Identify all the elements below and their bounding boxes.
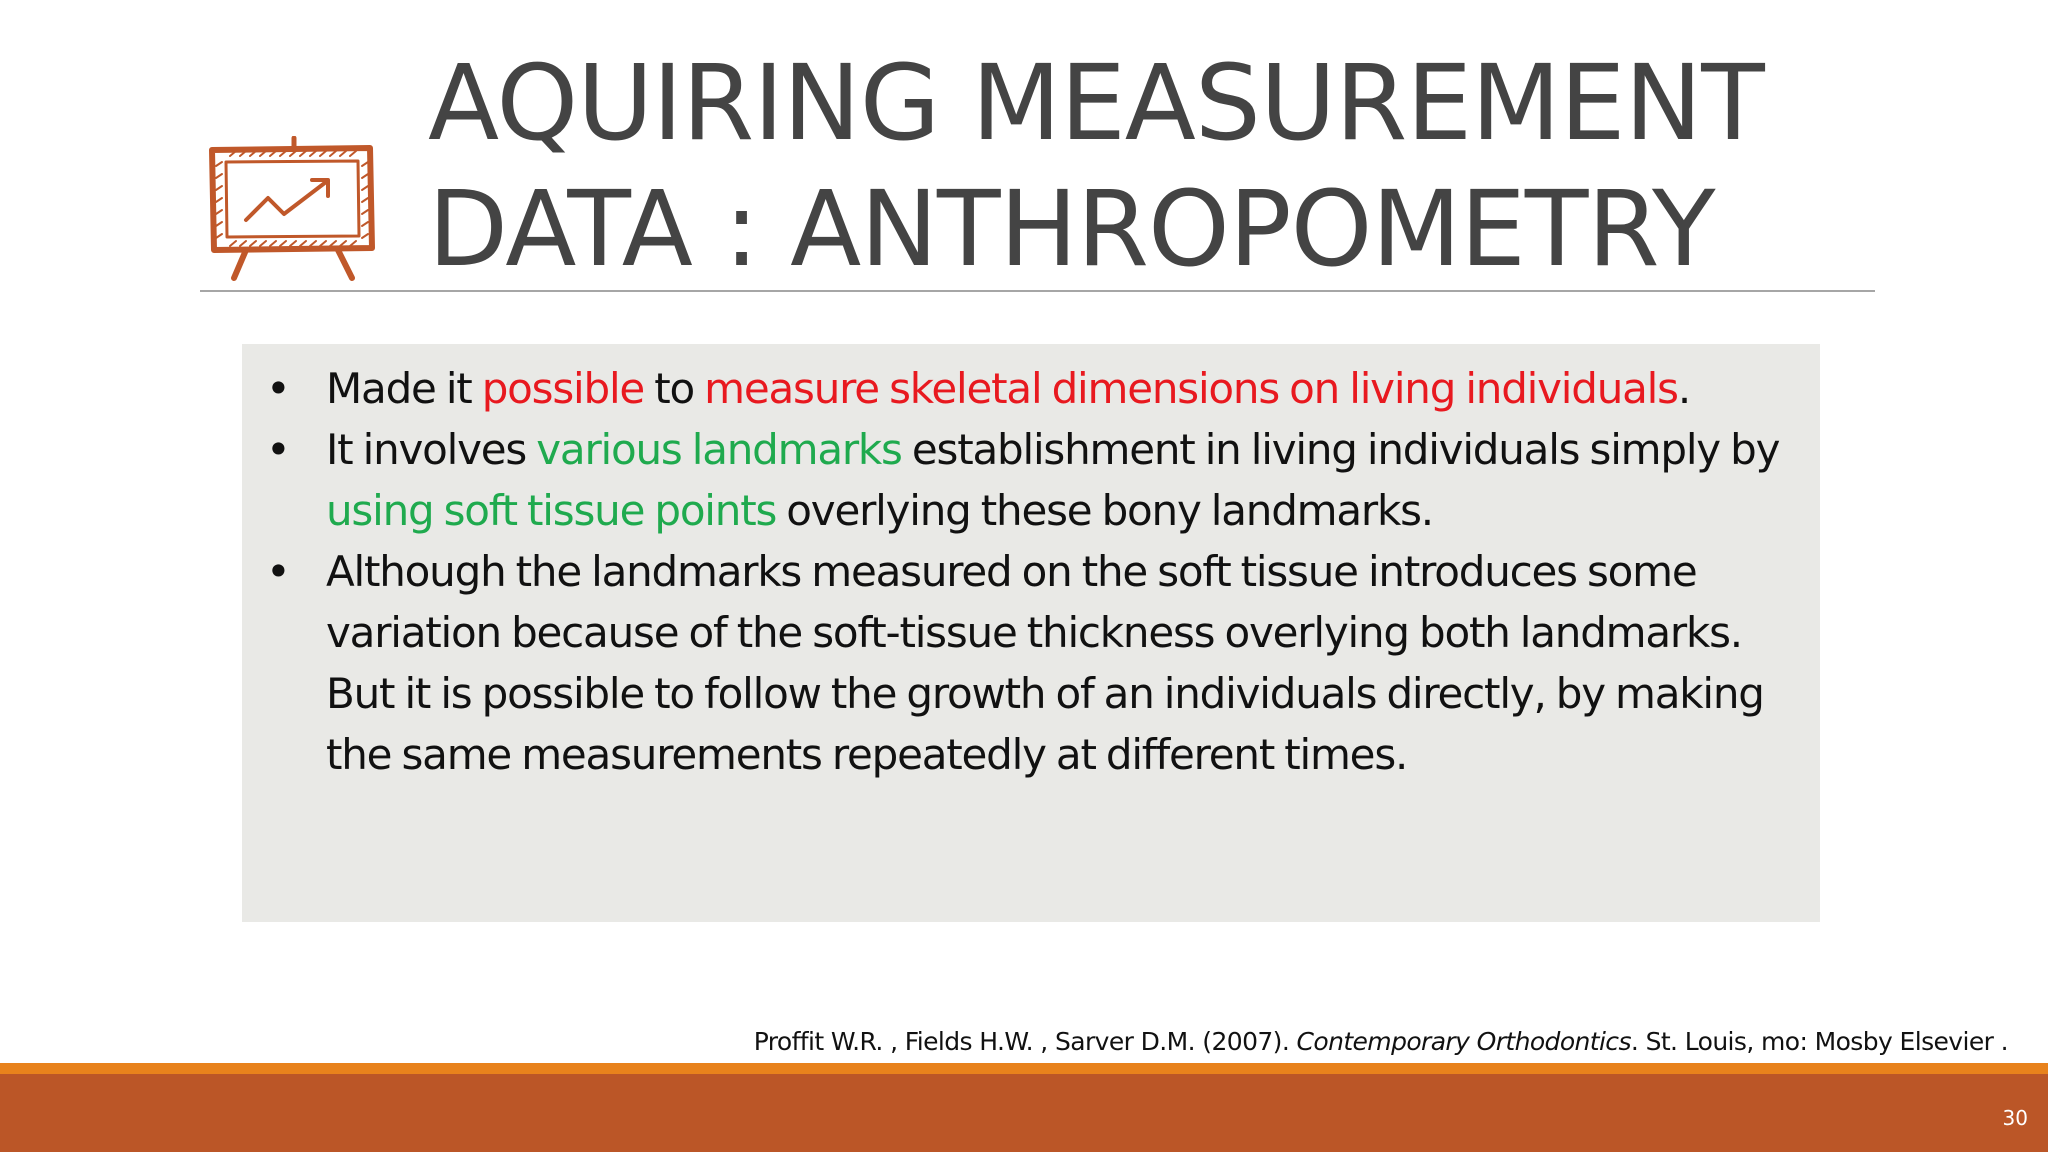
citation-publisher: . St. Louis, mo: Mosby Elsevier . <box>1630 1027 2008 1056</box>
footer-stripe <box>0 1063 2048 1074</box>
highlight-text: using soft tissue points <box>326 486 777 535</box>
citation-authors: Proffit W.R. , Fields H.W. , Sarver D.M. (2007). <box>753 1027 1297 1056</box>
slide-title-line: AQUIRING MEASUREMENT <box>428 42 1764 164</box>
bullet-item <box>266 419 1800 541</box>
highlight-text: measure skeletal dimensions on living individuals <box>704 364 1678 413</box>
content-box <box>242 344 1820 922</box>
footer-bar <box>0 1074 2048 1152</box>
bullet-item <box>266 358 1800 419</box>
bullet-list <box>266 358 1800 785</box>
bullet-text: Made it <box>326 364 482 413</box>
highlight-text: possible <box>481 364 645 413</box>
bullet-item <box>266 541 1800 785</box>
highlight-text: various landmarks <box>536 425 902 474</box>
bullet-marker: • <box>266 547 290 596</box>
bullet-marker: • <box>266 425 290 474</box>
presentation-board-chart-icon <box>208 136 376 284</box>
slide-title-line: DATA : ANTHROPOMETRY <box>428 168 1715 290</box>
slide-title <box>428 40 1928 292</box>
citation <box>754 1026 2008 1058</box>
bullet-text: It involves <box>326 425 537 474</box>
citation-book-title: Contemporary Orthodontics <box>1296 1027 1631 1056</box>
bullet-text: Although the landmarks measured on the soft tissue introduces some variation because of the soft-tissue thickness overlying both landmarks. But it is possible to follow the growth of an individuals directly, by making the same measurements repeatedly at different times. <box>326 547 1764 779</box>
bullet-marker: • <box>266 364 290 413</box>
bullet-text: overlying these bony landmarks. <box>776 486 1433 535</box>
title-divider <box>200 290 1875 292</box>
bullet-text: to <box>644 364 705 413</box>
bullet-text: . <box>1677 364 1690 413</box>
slide-number: 30 <box>2002 1106 2028 1130</box>
bullet-text: establishment in living individuals simply by <box>901 425 1780 474</box>
